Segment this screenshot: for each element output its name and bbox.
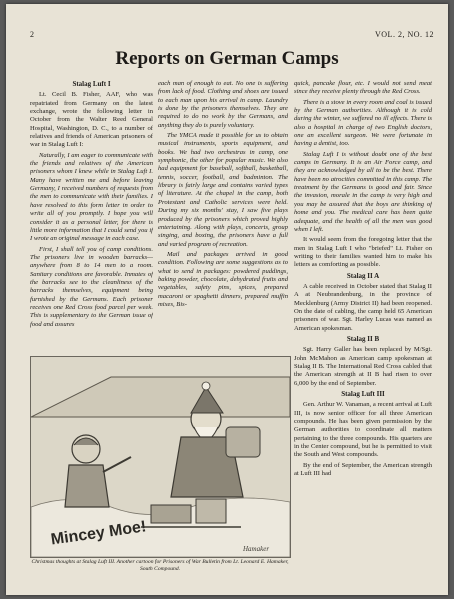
letter-paragraph: The YMCA made it possible for us to obtain musical instruments, sports equipment, and books. We had two orchestras in camp, one symphonic, the other for popular music. We also had equipment for baseball, softball, basketball, tennis, soccer, football, and badminton. The library is fairly large and contains varied types of literature. At the chapel in the camp, both Protestant and Catholic services were held. During my six months' stay, I saw five plays produced by the prisoners which proved highly entertaining. Along with plays, concerts, group singing, and boxing, the prisoners have a full and varied program of recreation. (158, 132, 288, 248)
volume-label: VOL. 2, NO. 12 (375, 30, 434, 39)
cartoon-title: Mincey Moe! (49, 518, 148, 549)
letter-paragraph: First, I shall tell you of camp conditions. The prisoners live in wooden barracks—anywhere from 8 to 14 men to a room. Sanitary conditions are favorable. Inmates of the barracks see to the cleanliness of the barracks themselves, equipment being furnished by the Germans. Each prisoner receives one Red Cross food parcel per week. This is supplementary to the German issue of food and assures (30, 245, 153, 328)
cartoon-drawing (31, 357, 290, 557)
letter-paragraph: There is a stove in every room and coal is issued by the German authorities. Although it is cold during the winter, we suffered no ill effects. There is also a hospital in charge of two English doctors, one an excellent surgeon. We were fortunate in having a dentist, too. (294, 98, 432, 148)
column-right (294, 80, 432, 592)
paragraph: Sgt. Harry Galler has been replaced by M/Sgt. John McMahon as American camp spokesman at Stalag II B. The International Red Cross cabled that the American strength at II B had risen to over 6,000 by the end of September. (294, 346, 432, 387)
letter-paragraph: Naturally, I am eager to communicate with the friends and relatives of the American prisoners whom I knew while in Stalag Luft I. Many have written me and before leaving Germany, I received numbers of requests from the men to communicate with their families. I have resolved to this form letter in order to write all of you promptly. I hope you will consider it as a personal letter, for there is little more information that I could send you if I wrote an original message in each case. (30, 151, 153, 243)
cartoon-signature: Hamaker (243, 545, 270, 553)
cartoon-illustration (30, 356, 291, 558)
letter-paragraph: Mail and packages arrived in good condition. Following are some suggestions as to what to send in packages: powdered puddings, baking powder, chocolate, dehydrated fruits and vegetables, safety pins, spices, prepared macaroni or spaghetti dinners, prepared muffin mixes, Bis- (158, 250, 288, 308)
column-left (30, 78, 153, 350)
section-heading-ii-a: Stalag II A (346, 271, 380, 280)
paragraph: Gen. Arthur W. Vanaman, a recent arrival at Luft III, is now senior officer for all three American compounds. He has been given permission by the German authorities to coordinate all matters pertaining to the three compounds. His quarters are in the Center compound, but he is permitted to visit the South and West compounds. (294, 401, 432, 459)
section-heading-ii-b: Stalag II B (346, 334, 380, 343)
cartoon-caption: Christmas thoughts at Stalag Luft III. Another cartoon for Prisoners of War Bulletin from Lt. Leonard E. Hamaker, South Compound. (31, 559, 289, 572)
letter-paragraph: Stalag Luft I is without doubt one of the best camps in Germany. It is an Air Force camp, and they are acknowledged by all to be the best. There have been no atrocities committed in this camp. The treatment by the Germans is good and fair. Since the invasion, morale in the camp is very high and you may be assured that the boys are thinking of home and you. The medical care has been quite adequate, and the health of all the men was good when I left. (294, 150, 432, 233)
section-heading-luft-iii: Stalag Luft III (341, 390, 385, 399)
page-number: 2 (30, 30, 35, 39)
bulletin-page (6, 4, 448, 595)
paragraph: By the end of September, the American strength at Luft III had (294, 461, 432, 478)
column-middle (158, 80, 288, 350)
letter-paragraph: quick, pancake flour, etc. I would not send meat since they receive plenty through the Red Cross. (294, 80, 432, 96)
page-title: Reports on German Camps (115, 48, 339, 69)
section-heading-luft-i: Stalag Luft I (72, 80, 111, 88)
paragraph: It would seem from the foregoing letter that the men in Stalag Luft I who "briefed" Lt. Fisher on writing to their families wanted him to make his letters as comforting as possible. (294, 236, 432, 269)
letter-paragraph: each man of enough to eat. No one is suffering from lack of food. Clothing and shoes are issued to each man upon his arrival in camp. Laundry is done by the prisoners themselves. They are required to do no work by the Germans, and anything they do is purely voluntary. (158, 80, 288, 129)
paragraph: Lt. Cecil B. Fisher, AAF, who was repatriated from Germany on the latest exchange, wrote the following letter in October from the Walter Reed General Hospital, Washington, D. C., to a number of relatives and friends of American prisoners of war in Stalag Luft I: (30, 91, 153, 149)
paragraph: A cable received in October stated that Stalag II A at Neubrandenburg, in the province of Mecklenburg (Army District II) had been reopened. On the date of cabling, the camp held 65 American prisoners of war. Sgt. Harley Lucas was named as American spokesman. (294, 282, 432, 332)
